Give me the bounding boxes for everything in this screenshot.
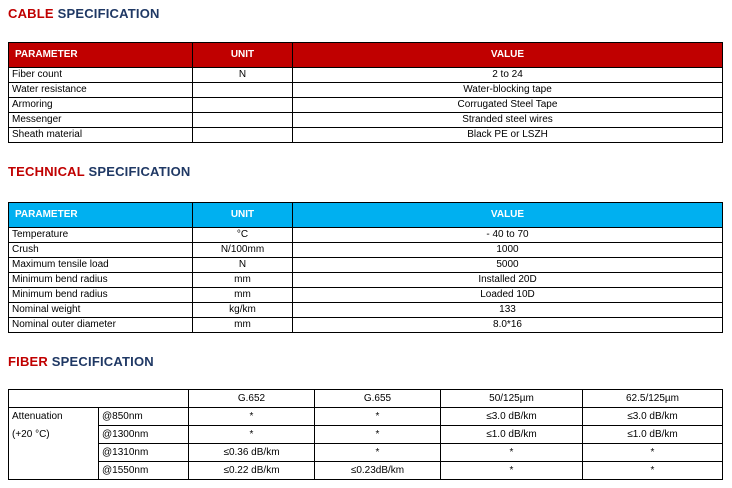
table-row xyxy=(9,318,723,333)
value-cell: * xyxy=(189,426,315,444)
parameter-cell: Nominal weight xyxy=(9,303,193,318)
parameter-cell: Armoring xyxy=(9,98,193,113)
table-header-row xyxy=(9,43,723,68)
value-cell: Water-blocking tape xyxy=(293,83,723,98)
table-row xyxy=(9,426,723,444)
value-cell: 1000 xyxy=(293,243,723,258)
fiber-spec-title xyxy=(8,354,154,369)
table-row xyxy=(9,83,723,98)
value-cell: Installed 20D xyxy=(293,273,723,288)
blank-header-cell xyxy=(9,390,189,408)
parameter-cell: Temperature xyxy=(9,228,193,243)
parameter-cell: Minimum bend radius xyxy=(9,288,193,303)
table-row xyxy=(9,408,723,426)
wavelength-cell: @850nm xyxy=(99,408,189,426)
value-cell: Loaded 10D xyxy=(293,288,723,303)
empty-label-cell xyxy=(9,462,99,480)
table-row xyxy=(9,288,723,303)
unit-cell xyxy=(193,83,293,98)
value-cell: * xyxy=(315,408,441,426)
value-cell: * xyxy=(189,408,315,426)
parameter-cell: Fiber count xyxy=(9,68,193,83)
table-row xyxy=(9,228,723,243)
value-cell: 133 xyxy=(293,303,723,318)
value-cell: Corrugated Steel Tape xyxy=(293,98,723,113)
header-value: VALUE xyxy=(293,43,723,68)
column-g655: G.655 xyxy=(315,390,441,408)
unit-cell: mm xyxy=(193,318,293,333)
value-cell: Stranded steel wires xyxy=(293,113,723,128)
table-row xyxy=(9,113,723,128)
value-cell: - 40 to 70 xyxy=(293,228,723,243)
table-row xyxy=(9,128,723,143)
technical-spec-title xyxy=(8,164,191,179)
header-unit: UNIT xyxy=(193,43,293,68)
unit-cell: N/100mm xyxy=(193,243,293,258)
unit-cell: N xyxy=(193,258,293,273)
column-g652: G.652 xyxy=(189,390,315,408)
parameter-cell: Messenger xyxy=(9,113,193,128)
title-rest: SPECIFICATION xyxy=(48,354,154,369)
header-value: VALUE xyxy=(293,203,723,228)
unit-cell: mm xyxy=(193,273,293,288)
table-row xyxy=(9,258,723,273)
parameter-cell: Minimum bend radius xyxy=(9,273,193,288)
value-cell: * xyxy=(315,444,441,462)
value-cell: * xyxy=(441,444,583,462)
value-cell: * xyxy=(315,426,441,444)
table-row xyxy=(9,303,723,318)
table-row xyxy=(9,98,723,113)
cable-spec-table xyxy=(8,42,723,143)
temperature-label: (+20 °C) xyxy=(9,426,99,444)
table-row xyxy=(9,243,723,258)
value-cell: ≤3.0 dB/km xyxy=(441,408,583,426)
parameter-cell: Sheath material xyxy=(9,128,193,143)
unit-cell: °C xyxy=(193,228,293,243)
value-cell: Black PE or LSZH xyxy=(293,128,723,143)
title-rest: SPECIFICATION xyxy=(84,164,191,179)
wavelength-cell: @1310nm xyxy=(99,444,189,462)
value-cell: ≤0.23dB/km xyxy=(315,462,441,480)
title-highlight: CABLE xyxy=(8,6,54,21)
value-cell: 5000 xyxy=(293,258,723,273)
table-header-row xyxy=(9,390,723,408)
column-50-125: 50/125µm xyxy=(441,390,583,408)
cable-spec-title xyxy=(8,6,160,21)
value-cell: ≤3.0 dB/km xyxy=(583,408,723,426)
header-unit: UNIT xyxy=(193,203,293,228)
value-cell: 2 to 24 xyxy=(293,68,723,83)
column-62-5-125: 62.5/125µm xyxy=(583,390,723,408)
table-row xyxy=(9,68,723,83)
empty-label-cell xyxy=(9,444,99,462)
value-cell: ≤1.0 dB/km xyxy=(583,426,723,444)
table-row xyxy=(9,462,723,480)
value-cell: * xyxy=(583,462,723,480)
value-cell: * xyxy=(583,444,723,462)
table-row xyxy=(9,273,723,288)
unit-cell: kg/km xyxy=(193,303,293,318)
parameter-cell: Maximum tensile load xyxy=(9,258,193,273)
value-cell: * xyxy=(441,462,583,480)
header-parameter: PARAMETER xyxy=(9,203,193,228)
attenuation-label: Attenuation xyxy=(9,408,99,426)
title-highlight: FIBER xyxy=(8,354,48,369)
table-row xyxy=(9,444,723,462)
value-cell: ≤1.0 dB/km xyxy=(441,426,583,444)
parameter-cell: Crush xyxy=(9,243,193,258)
table-header-row xyxy=(9,203,723,228)
title-rest: SPECIFICATION xyxy=(53,6,160,21)
technical-spec-table xyxy=(8,202,723,333)
parameter-cell: Water resistance xyxy=(9,83,193,98)
header-parameter: PARAMETER xyxy=(9,43,193,68)
title-highlight: TECHNICAL xyxy=(8,164,85,179)
wavelength-cell: @1550nm xyxy=(99,462,189,480)
fiber-spec-table xyxy=(8,389,723,480)
wavelength-cell: @1300nm xyxy=(99,426,189,444)
value-cell: ≤0.36 dB/km xyxy=(189,444,315,462)
value-cell: ≤0.22 dB/km xyxy=(189,462,315,480)
unit-cell: mm xyxy=(193,288,293,303)
unit-cell xyxy=(193,98,293,113)
parameter-cell: Nominal outer diameter xyxy=(9,318,193,333)
unit-cell xyxy=(193,128,293,143)
unit-cell xyxy=(193,113,293,128)
value-cell: 8.0*16 xyxy=(293,318,723,333)
unit-cell: N xyxy=(193,68,293,83)
